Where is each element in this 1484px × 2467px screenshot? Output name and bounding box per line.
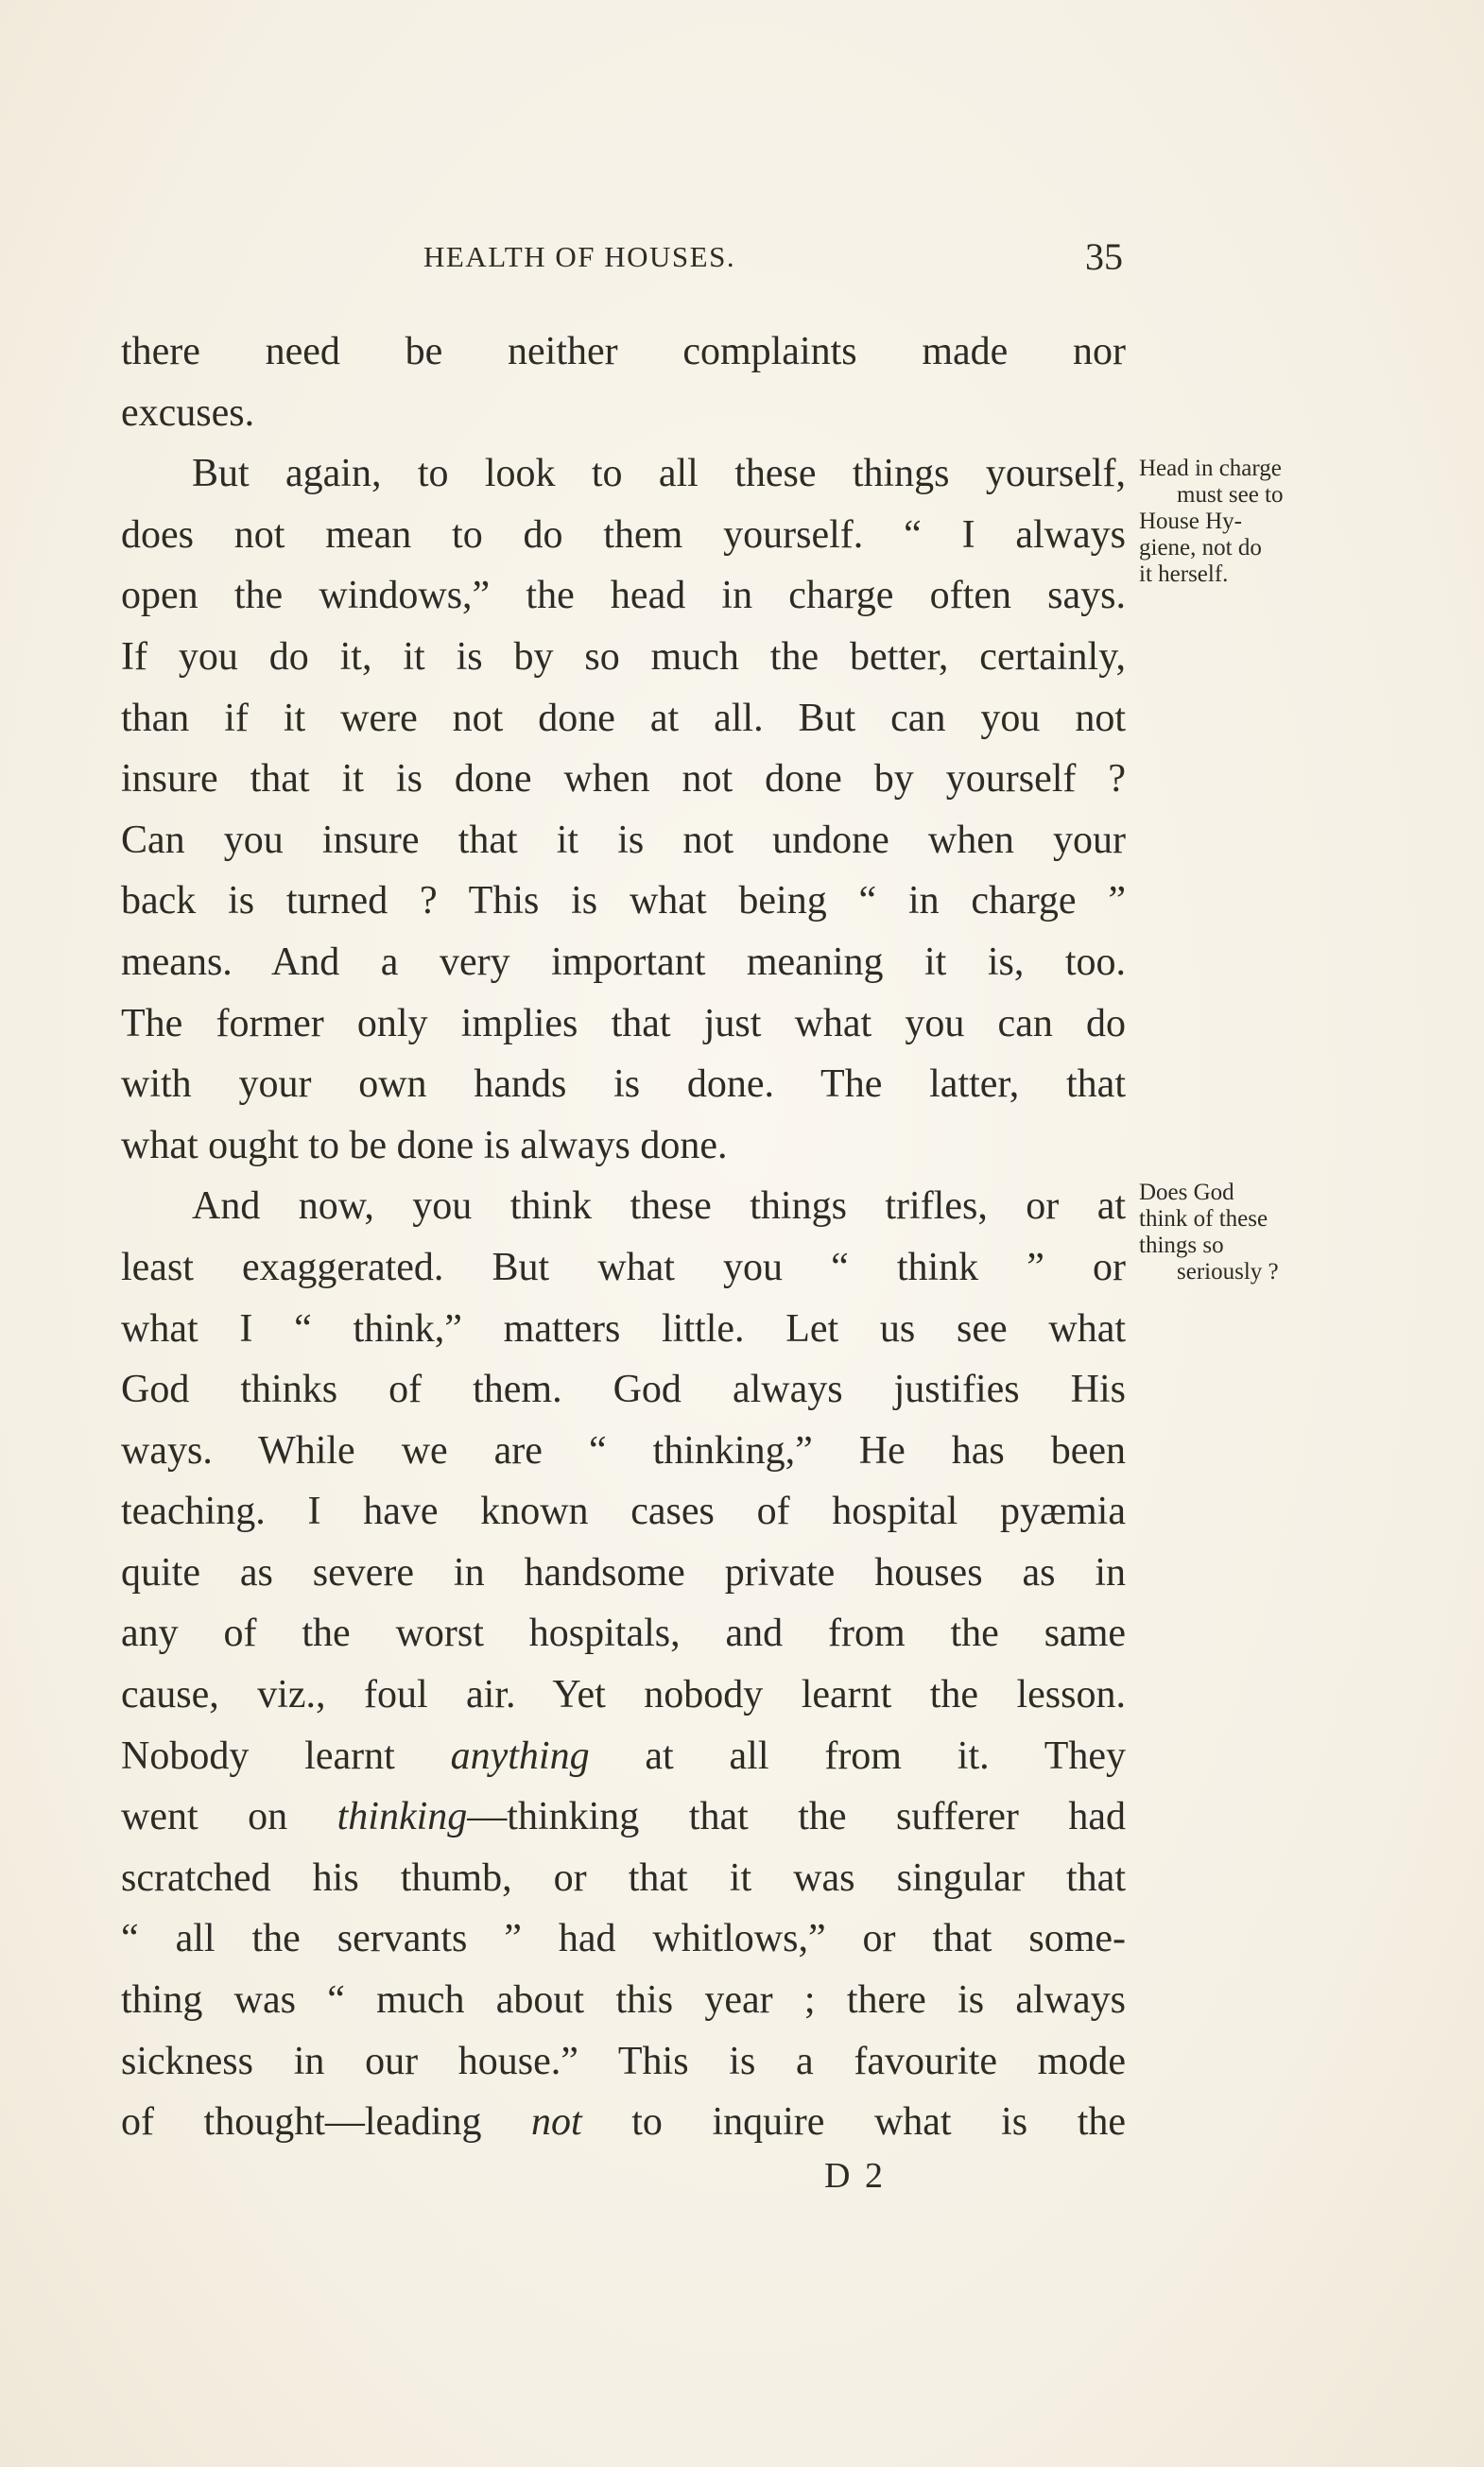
- text-line: does not mean to do them yourself. “ I always: [121, 512, 1126, 557]
- text-line: ways. While we are “ thinking,” He has been: [121, 1428, 1126, 1473]
- text-segment: at all from it. They: [645, 1734, 1126, 1778]
- sidenote-line: giene, not do: [1139, 535, 1262, 561]
- text-line: than if it were not done at all. But can you not: [121, 696, 1126, 740]
- running-head: [121, 234, 1123, 282]
- sidenote-head-in-charge: [1139, 456, 1347, 588]
- sidenote-line: House Hy-: [1139, 509, 1243, 534]
- text-line: least exaggerated. But what you “ think ” or: [121, 1245, 1126, 1289]
- italic-anything: anything: [450, 1734, 590, 1778]
- sidenote-line: it herself.: [1139, 561, 1229, 587]
- text-segment: went on: [121, 1795, 288, 1839]
- body-text: [121, 321, 1126, 2153]
- sidenote-line: must see to: [1177, 482, 1284, 508]
- sidenote-does-god: [1139, 1180, 1347, 1285]
- text-line: back is turned ? This is what being “ in charge ”: [121, 879, 1126, 923]
- italic-thinking: thinking: [336, 1795, 468, 1839]
- italic-not: not: [531, 2100, 582, 2145]
- text-line: Can you insure that it is not undone when your: [121, 818, 1126, 862]
- sidenote-line: think of these: [1139, 1206, 1268, 1232]
- text-line: And now, you think these things trifles, or at: [192, 1184, 1126, 1229]
- text-line: [121, 1786, 1126, 1848]
- text-line: The former only implies that just what you can do: [121, 1001, 1126, 1045]
- sidenote-line: things so: [1139, 1233, 1224, 1258]
- page-number: 35: [1085, 235, 1123, 278]
- text-line: sickness in our house.” This is a favourite mode: [121, 2039, 1126, 2083]
- sidenote-line: seriously ?: [1177, 1259, 1279, 1285]
- text-line: “ all the servants ” had whitlows,” or that some-: [121, 1917, 1126, 1961]
- text-line: open the windows,” the head in charge often says.: [121, 574, 1126, 618]
- text-line: what ought to be done is always done.: [121, 1123, 728, 1167]
- text-segment: of thought—leading: [121, 2100, 482, 2145]
- text-line: [121, 1726, 1126, 1787]
- text-segment: to inquire what is the: [631, 2100, 1127, 2145]
- signature-mark: D 2: [824, 2156, 886, 2196]
- text-line: [121, 2092, 1126, 2153]
- running-title: HEALTH OF HOUSES.: [423, 240, 736, 273]
- text-line: means. And a very important meaning it is, too.: [121, 940, 1126, 984]
- text-line: scratched his thumb, or that it was singular that: [121, 1855, 1126, 1900]
- sidenote-line: Head in charge: [1139, 456, 1282, 481]
- text-segment: —thinking that the sufferer had: [467, 1795, 1126, 1839]
- text-line: God thinks of them. God always justifies His: [121, 1368, 1126, 1412]
- text-line: cause, viz., foul air. Yet nobody learnt the lesson.: [121, 1673, 1126, 1717]
- text-line: If you do it, it is by so much the better, certainly,: [121, 634, 1126, 679]
- text-line: excuses.: [121, 390, 255, 435]
- text-line: any of the worst hospitals, and from the same: [121, 1612, 1126, 1656]
- text-line: thing was “ much about this year ; there is always: [121, 1978, 1126, 2023]
- text-line: with your own hands is done. The latter, that: [121, 1062, 1126, 1107]
- text-line: there need be neither complaints made nor: [121, 330, 1126, 373]
- sidenote-line: Does God: [1139, 1180, 1234, 1205]
- text-segment: Nobody learnt: [121, 1734, 395, 1778]
- text-line: But again, to look to all these things yourself,: [192, 452, 1126, 496]
- text-line: insure that it is done when not done by yourself ?: [121, 757, 1126, 802]
- text-line: what I “ think,” matters little. Let us see what: [121, 1306, 1126, 1351]
- text-line: teaching. I have known cases of hospital pyæmia: [121, 1490, 1126, 1534]
- text-line: quite as severe in handsome private houses as in: [121, 1550, 1126, 1595]
